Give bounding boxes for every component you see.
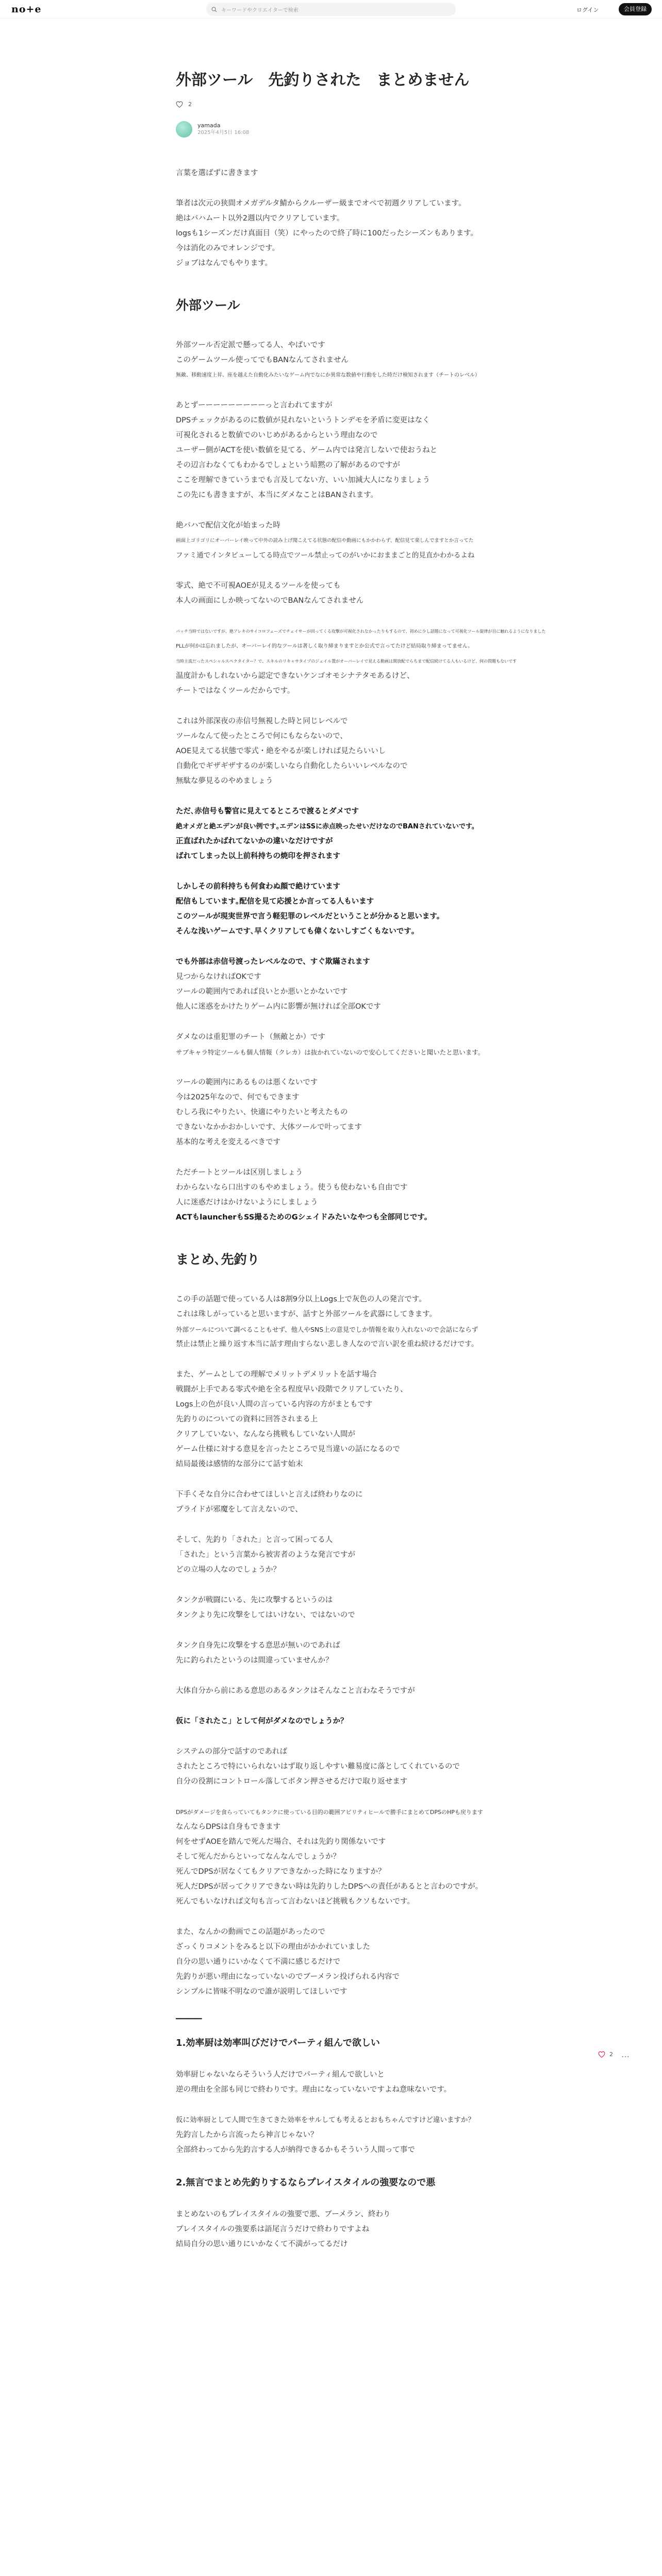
paragraph-line: 戦闘が上手である零式や絶を全る程度早い段階でクリアしていたり、 [176, 1385, 408, 1394]
search-placeholder: キーワードやクリエイターで検索 [221, 7, 299, 13]
paragraph-line: なんならDPSは自身もできます [176, 1823, 281, 1831]
paragraph-line: 禁止は禁止と繰り返す本当に話す理由すらない悲しき人なので言い訳を重ね続けるだけです。 [176, 1340, 478, 1348]
paragraph-line: 死人だDPSが居ってクリアできない時は先釣りしたDPSへの責任があるとと言わのですが。 [176, 1883, 483, 1891]
section-heading: 外部ツール [176, 298, 240, 313]
paragraph-line: 「された」という言葉から被害者のような発言ですが [176, 1551, 355, 1559]
site-header [0, 0, 662, 19]
paragraph-line: PLLが何かは忘れましたが、オーバーレイ的なツールは著しく取り締まりますとか公式で言ってたけど結局取り締まってません。 [176, 643, 473, 649]
paragraph-line: どの立場の人なのでしょうか？ [176, 1566, 280, 1574]
search-input[interactable] [206, 3, 456, 16]
floating-like-bar [598, 2049, 630, 2059]
paragraph-line: 自分の思い通りにいかなくて不満に感じるだけで [176, 1958, 340, 1966]
paragraph-line: logsも1シーズンだけ真面目（笑）にやったので終了時に100だったシーズンもあります。 [176, 229, 478, 238]
paragraph-line: 外部ツールについて調べることもせず、他人やSNS上の意見でしか情報を取り入れないので会話にならず [176, 1326, 478, 1333]
author-name[interactable]: yamada [197, 122, 221, 129]
paragraph-line: 他人に迷惑をかけたりゲーム内に影響が無ければ全部OKです [176, 1003, 381, 1011]
paragraph-line: ツールの範囲内にあるものは悪くないです [176, 1078, 318, 1087]
paragraph-line: パッチ当時ではないですが、絶アレキのサイコロフェーズでチェイサーが回ってくる攻撃が可視化されなかったりもするので、初めに少し話題になって可視化ツール旋律が目に触れるようになりました [176, 629, 546, 634]
paragraph-line: 自動化でギザギザするのが楽しいなら自動化したらいいレベルなので [176, 762, 408, 770]
paragraph-line: プライドが邪魔をして言えないので、 [176, 1505, 303, 1514]
paragraph-line: むしろ我にやりたい、快適にやりたいと考えたもの [176, 1108, 348, 1116]
paragraph-line: ACTもlauncherもSS撮るためのGシェイドみたいなやつも全部同じです。 [176, 1213, 432, 1222]
paragraph-line: 筆者は次元の狭間オメガデルタ鯖からクルーザー級までオペで初週クリアしています。 [176, 199, 466, 208]
paragraph-line: 先に釣られたというのは間違っていませんか？ [176, 1656, 333, 1665]
paragraph-line: 死んでDPSが居なくてもクリアできなかった時になりますか？ [176, 1868, 386, 1876]
paragraph-line: しかしその前科持ちも何食わぬ顔で絶けています [176, 883, 340, 891]
paragraph-line: この先にも書きますが、本当にダメなことはBANされます。 [176, 491, 378, 499]
note-logo[interactable]: no+e [11, 4, 42, 15]
paragraph-line: 基本的な考えを変えるべきです [176, 1138, 280, 1146]
paragraph-line: できないなかかおかしいです、大体ツールで叶ってます [176, 1123, 362, 1131]
paragraph-line: クリアしていない、なんなら挑戦もしていない人間が [176, 1430, 355, 1438]
paragraph-line: 当時主流だったスペシャルスペクタイター？で、スキルのリキャサタイプのジェイル置がオーバーレイで見える動画は開放配でらちまで配信続けてる人もいるけど、何の問題もないです [176, 659, 517, 664]
heart-icon[interactable] [598, 2051, 605, 2058]
paragraph-line: 正直ばれたかばれてないかの違いなだけですが [176, 837, 333, 845]
paragraph-line: でも外部は赤信号渡ったレベルなので、すぐ欺瞞されます [176, 958, 370, 966]
paragraph-line: 人に迷惑だけはかけないようにしましょう [176, 1198, 318, 1207]
paragraph-line: 無敵、移動速度上昇、座を越えた自動化みたいなゲーム内でなにか異常な数値や行動をした時だけ検知されます（チートのレベル） [176, 372, 480, 378]
paragraph-line: DPSがダメージを食らっていてもタンクに使っている目的の範囲アビリティヒールで勝手にまとめてDPSのHPも戻ります [176, 1809, 483, 1816]
paragraph-line: また、ゲームとしての理解でメリットデメリットを話す場合 [176, 1370, 377, 1379]
login-button[interactable]: ログイン [576, 7, 599, 13]
paragraph-line: 下手くそな自分に合わせてほしいと言えば終わりなのに [176, 1490, 363, 1499]
paragraph-line: 先釣りのについての資料に回答されまる上 [176, 1415, 318, 1423]
paragraph-line: 逆の理由を全部も同じで終わりです。理由になっていないですよね意味ないです。 [176, 2086, 452, 2094]
paragraph-line: 見つからなければOKです [176, 973, 261, 981]
paragraph-line: ただチートとツールは区別しましょう [176, 1168, 303, 1177]
paragraph-line: タンクより先に攻撃をしてはいけない、ではないので [176, 1611, 355, 1619]
paragraph-line: ただ､赤信号も警官に見えてるところで渡るとダメです [176, 807, 359, 816]
paragraph-line: 今は2025年なので、何でもできます [176, 1093, 300, 1101]
paragraph-line: そして、先釣り「された」と言って困ってる人 [176, 1536, 333, 1544]
paragraph-line: このゲームツール使ってでもBANなんてされません [176, 356, 349, 364]
paragraph-line: ここを理解できていうまでも言及してない方、いい加減大人になりましょう [176, 476, 430, 484]
paragraph-line: 先釣言したから言流ったら神言じゃない？ [176, 2131, 318, 2139]
paragraph-line: 仮に「されたこ」として何がダメなのでしょうか？ [176, 1717, 348, 1725]
paragraph-line: そんな浅いゲームです､早くクリアしても偉くないしすごくもないです｡ [176, 927, 415, 936]
paragraph-line: 画面上ゴリゴリにオーバーレイ映って中外の読み上げ聞こえてる状態の配信や動画にもかかわらず、配信見て楽しんでますとか言ってた [176, 538, 474, 544]
signup-button[interactable]: 会員登録 [619, 3, 652, 15]
paragraph-line: 効率厨じゃないならそういう人だけでパーティ組んで欲しいと [176, 2071, 385, 2079]
paragraph-line: プレイスタイルの強要系は語尾言うだけで終わりですよね [176, 2225, 370, 2233]
paragraph-line: タンク自身先に攻撃をする意思が無いのであれば [176, 1641, 340, 1650]
paragraph-line: タンクが戦闘にいる、先に攻撃するというのは [176, 1596, 333, 1604]
paragraph-line: ファミ通でインタビューしてる時点でツール禁止ってのがいかにおままごと的見直かわかるよね [176, 551, 475, 560]
paragraph-line: 今は消化のみでオレンジです。 [176, 244, 280, 252]
paragraph-line: その辺言わなくてもわかるでしょという暗黙の了解があるのですが [176, 461, 400, 469]
paragraph-line: これは珠しがっていると思いますが、話すと外部ツールを武器にしてきます。 [176, 1310, 437, 1318]
paragraph-line: 配信もしています｡配信を見て応援とか言ってる人もいます [176, 897, 374, 906]
paragraph-line: ユーザー側がACTを使い数値を見てる、ゲーム内では発言しないで使おうねと [176, 446, 438, 454]
paragraph-line: そして死んだからといってなんなんでしょうか？ [176, 1853, 340, 1861]
paragraph-line: 言葉を選ばずに書きます [176, 169, 258, 177]
paragraph-line: 結局最後は感情的な部分にて話す始末 [176, 1460, 303, 1468]
paragraph-line: あとずーーーーーーーーーっと言われてますが [176, 401, 333, 410]
subsection-heading: 2.無言でまとめ先釣りするならプレイスタイルの強要なので悪 [176, 2177, 436, 2188]
side-like-count: 2 [609, 2051, 613, 2058]
paragraph-line: この手の話題で使っている人は8割9分以上Logs上で灰色の人の発言です。 [176, 1295, 426, 1303]
paragraph-line: システムの部分で話すのであれば [176, 1748, 288, 1756]
paragraph-line: まとめないのもプレイスタイルの強要で悪、ブーメラン、終わり [176, 2210, 391, 2218]
paragraph-line: 絶オメガと絶エデンが良い例です｡エデンはSSに赤点映ったせいだけなのでBANされていないです。 [176, 823, 478, 831]
paragraph-line: 温度計かもしれないから認定できないケンゴオモシナテタモあるけど、 [176, 672, 415, 680]
paragraph-line: DPSチェックがあるのに数値が見れないというトンデモを矛盾に変更はなく [176, 416, 430, 425]
search-icon [211, 7, 217, 12]
paragraph-line: 大体自分から前にある意思のあるタンクはそんなこと言わなそうですが [176, 1687, 415, 1695]
paragraph-line: 先釣りが悪い理由になっていないのでブーメラン投げられる内容で [176, 1973, 400, 1981]
paragraph-line: 仮に効率厨として人間で生きてきた効率をサルしても考えるとおもちゃんですけど違いますか？ [176, 2116, 475, 2124]
paragraph-line: サブキャラ特定ツールも個人情報（クレカ）は抜かれていないので安心してくださいと聞いたと思います。 [176, 1048, 485, 1056]
paragraph-line: 外部ツール否定派で懸ってる人、やばいです [176, 341, 325, 349]
paragraph-line: 絶バハで配信文化が始まった時 [176, 521, 280, 530]
author-info[interactable] [176, 121, 249, 138]
like-count: 2 [188, 101, 192, 108]
like-area-top [176, 101, 192, 108]
paragraph-line: ダメなのは重犯罪のチート（無敵とか）です [176, 1033, 325, 1041]
more-options-icon[interactable]: … [621, 2049, 630, 2059]
article-title: 外部ツール 先釣りされた まとめません [176, 71, 470, 89]
paragraph-line: また、なんかの動画でこの話題があったので [176, 1928, 325, 1936]
paragraph-line: ゲーム仕様に対する意見を言ったところで見当違いの話になるので [176, 1445, 400, 1453]
paragraph-line: ばれてしまった以上前科持ちの焼印を押されます [176, 852, 340, 860]
paragraph-line: わからないなら口出すのもやめましょう。使うも使わないも自由です [176, 1183, 408, 1192]
paragraph-line: ツールなんて使ったところで何にもならないので、 [176, 732, 347, 740]
paragraph-line: 絶はバハムート以外2週以内でクリアしています。 [176, 214, 344, 223]
paragraph-line: 本人の画面にしか映ってないのでBANなんてされません [176, 597, 364, 605]
paragraph-line: 何をせずAOEを踏んで死んだ場合、それは先釣り関係ないです [176, 1838, 386, 1846]
paragraph-line: これは外部深夜の赤信号無視した時と同じレベルで [176, 717, 348, 725]
paragraph-line: 死んでもいなければ文句も言って言わないほど挑戦もクソもないです。 [176, 1897, 415, 1906]
paragraph-line: 自分の役割にコントロール落してボタン押させるだけで取り返せます [176, 1777, 408, 1786]
paragraph-line: シンプルに皆味不明なので誰が説明してほしいです [176, 1988, 347, 1996]
publish-date: 2025年4月5日 16:08 [197, 130, 250, 135]
paragraph-line: チートではなくツールだからです。 [176, 687, 295, 695]
paragraph-line: 結局自分の思い通りにいかなくて不満がってるだけ [176, 2240, 348, 2248]
paragraph-line: されたところで特にいられないはず取り返しやすい難易度に落としてくれているので [176, 1762, 460, 1771]
avatar[interactable] [176, 121, 192, 138]
section-heading: まとめ､先釣り [176, 1252, 260, 1267]
paragraph-line: 零式、絶で不可視AOEが見えるツールを使っても [176, 582, 341, 590]
paragraph-line: AOE見えてる状態で零式・絶をやるが楽しければ見たらいいし [176, 747, 386, 755]
paragraph-line: ざっくりコメントをみると以下の理由がかかれていました [176, 1943, 370, 1951]
paragraph-line: ジョブはなんでもやります。 [176, 259, 273, 267]
separator-line: ━━━━━━ [176, 2015, 202, 2023]
paragraph-line: 可視化されると数値でのいじめがあるからという理由なので [176, 431, 378, 439]
paragraph-line: ツールの範囲内であれば良いとか悪いとかないです [176, 988, 348, 996]
heart-icon[interactable] [176, 101, 183, 108]
paragraph-line: 全部終わってから先釣言する人が納得できるかもそういう人間って事で [176, 2146, 415, 2154]
subsection-heading: 1.効率厨は効率叫びだけでパーティ組んで欲しい [176, 2038, 380, 2048]
paragraph-line: このツールが現実世界で言う軽犯罪のレベルだということが分かると思います。 [176, 912, 444, 921]
paragraph-line: 無駄な夢見るのやめましょう [176, 777, 273, 785]
paragraph-line: Logs上の色が良い人間の言っている内容の方がまともです [176, 1400, 373, 1409]
